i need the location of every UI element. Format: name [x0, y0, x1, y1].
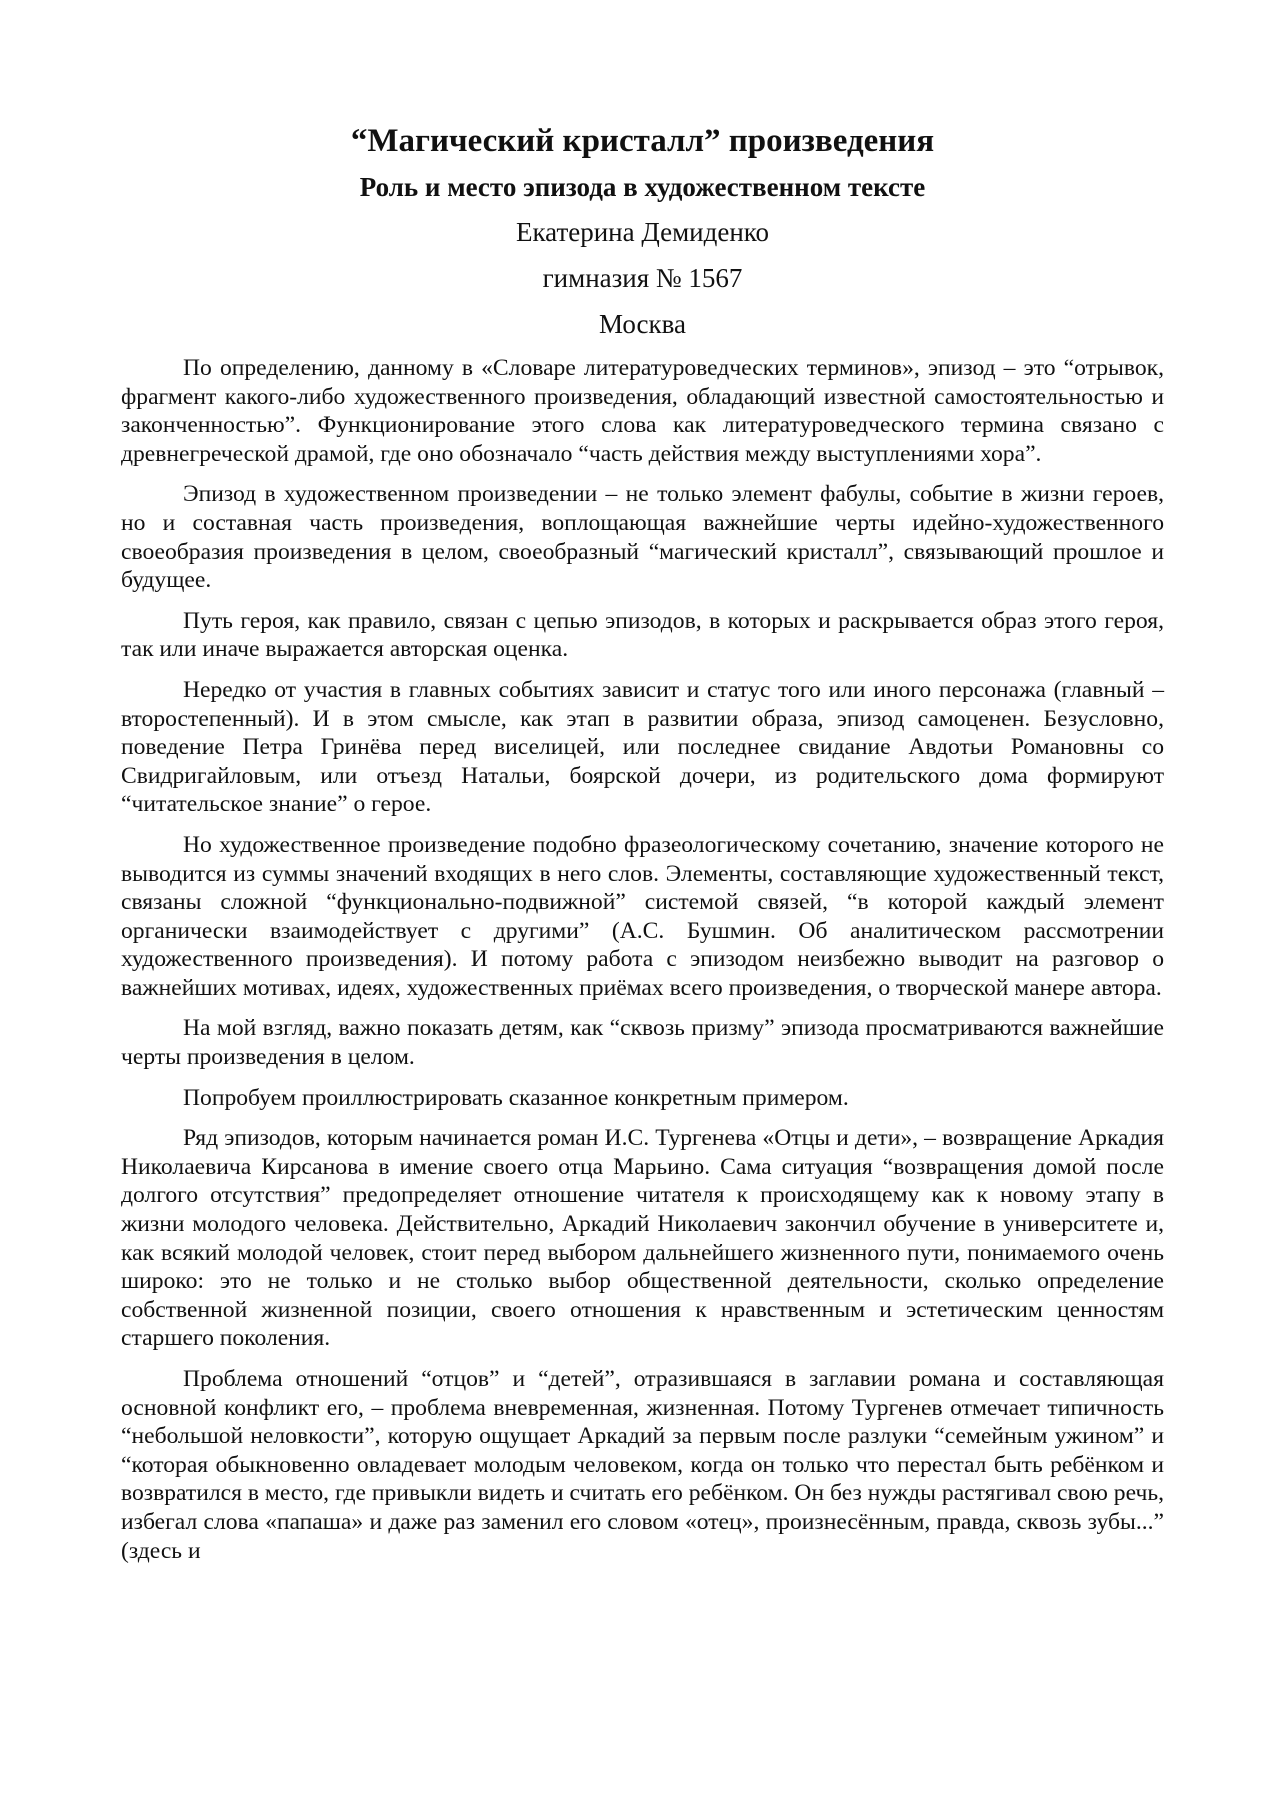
school-name: гимназия № 1567 [542, 263, 743, 293]
paragraph: На мой взгляд, важно показать детям, как “сквозь призму” эпизода просматриваются важнейшие черты произведения в целом. [121, 1015, 1164, 1071]
city-name: Москва [599, 309, 686, 339]
paragraph: Попробуем проиллюстрировать сказанное конкретным примером. [183, 1084, 849, 1111]
paragraph: Путь героя, как правило, связан с цепью эпизодов, в которых и раскрывается образ этого героя, так или иначе выражается авторская оценка. [121, 607, 1164, 663]
paragraph: Эпизод в художественном произведении – не только элемент фабулы, событие в жизни героев, но и составная часть произведения, воплощающая важнейшие черты идейно-художественного своеобразия произведения в целом, своеобразный “магический кристалл”, связывающий прошлое и будущее. [121, 481, 1164, 594]
paragraph: Ряд эпизодов, которым начинается роман И.С. Тургенева «Отцы и дети», – возвращение Аркадия Николаевича Кирсанова в имение своего отца Марьино. Сама ситуация “возвращения домой после долгого отсутствия” предопределяет отношение читателя к происходящему как к новому этапу в жизни молодого человека. Действительно, Аркадий Николаевич закончил обучение в университете и, как всякий молодой человек, стоит перед выбором дальнейшего жизненного пути, понимаемого очень широко: это не только и не столько выбор общественной деятельности, сколько определение собственной жизненной позиции, своего отношения к нравственным и эстетическим ценностям старшего поколения. [121, 1125, 1164, 1352]
document-subtitle: Роль и место эпизода в художественном тексте [359, 172, 926, 202]
paragraph: Но художественное произведение подобно фразеологическому сочетанию, значение которого не выводится из суммы значений входящих в него слов. Элементы, составляющие художественный текст, связаны сложной “функционально-подвижной” системой связей, “в которой каждый элемент органически взаимодействует с другими” (А.С. Бушмин. Об аналитическом рассмотрении художественного произведения). И потому работа с эпизодом неизбежно выводит на разговор о важнейших мотивах, идеях, художественных приёмах всего произведения, о творческой манере автора. [121, 831, 1164, 1001]
document-title: “Магический кристалл” произведения [350, 123, 935, 159]
paragraph: Нередко от участия в главных событиях зависит и статус того или иного персонажа (главный – второстепенный). И в этом смысле, как этап в развитии образа, эпизод самоценен. Безусловно, поведение Петра Гринёва перед виселицей, или последнее свидание Авдотьи Романовны со Свидригайловым, или отъезд Натальи, боярской дочери, из родительского дома формируют “читательское знание” о герое. [121, 676, 1164, 818]
paragraph: Проблема отношений “отцов” и “детей”, отразившаяся в заглавии романа и составляющая основной конфликт его, – проблема вневременная, жизненная. Потому Тургенев отмечает типичность “небольшой неловкости”, которую ощущает Аркадий за первым после разлуки “семейным ужином” и “которая обыкновенно овладевает молодым человеком, когда он только что перестал быть ребёнком и возвратился в место, где привыкли видеть и считать его ребёнком. Он без нужды растягивал свою речь, избегал слова «папаша» и даже раз заменил его словом «отец», произнесённым, правда, сквозь зубы...” (здесь и [121, 1366, 1164, 1564]
paragraph: По определению, данному в «Словаре литературоведческих терминов», эпизод – это “отрывок, фрагмент какого-либо художественного произведения, обладающий известной самостоятельностью и законченностью”. Функционирование этого слова как литературоведческого термина связано с древнегреческой драмой, где оно обозначало “часть действия между выступлениями хора”. [121, 355, 1164, 467]
document-content [121, 120, 1164, 1577]
author-name: Екатерина Демиденко [515, 217, 770, 247]
